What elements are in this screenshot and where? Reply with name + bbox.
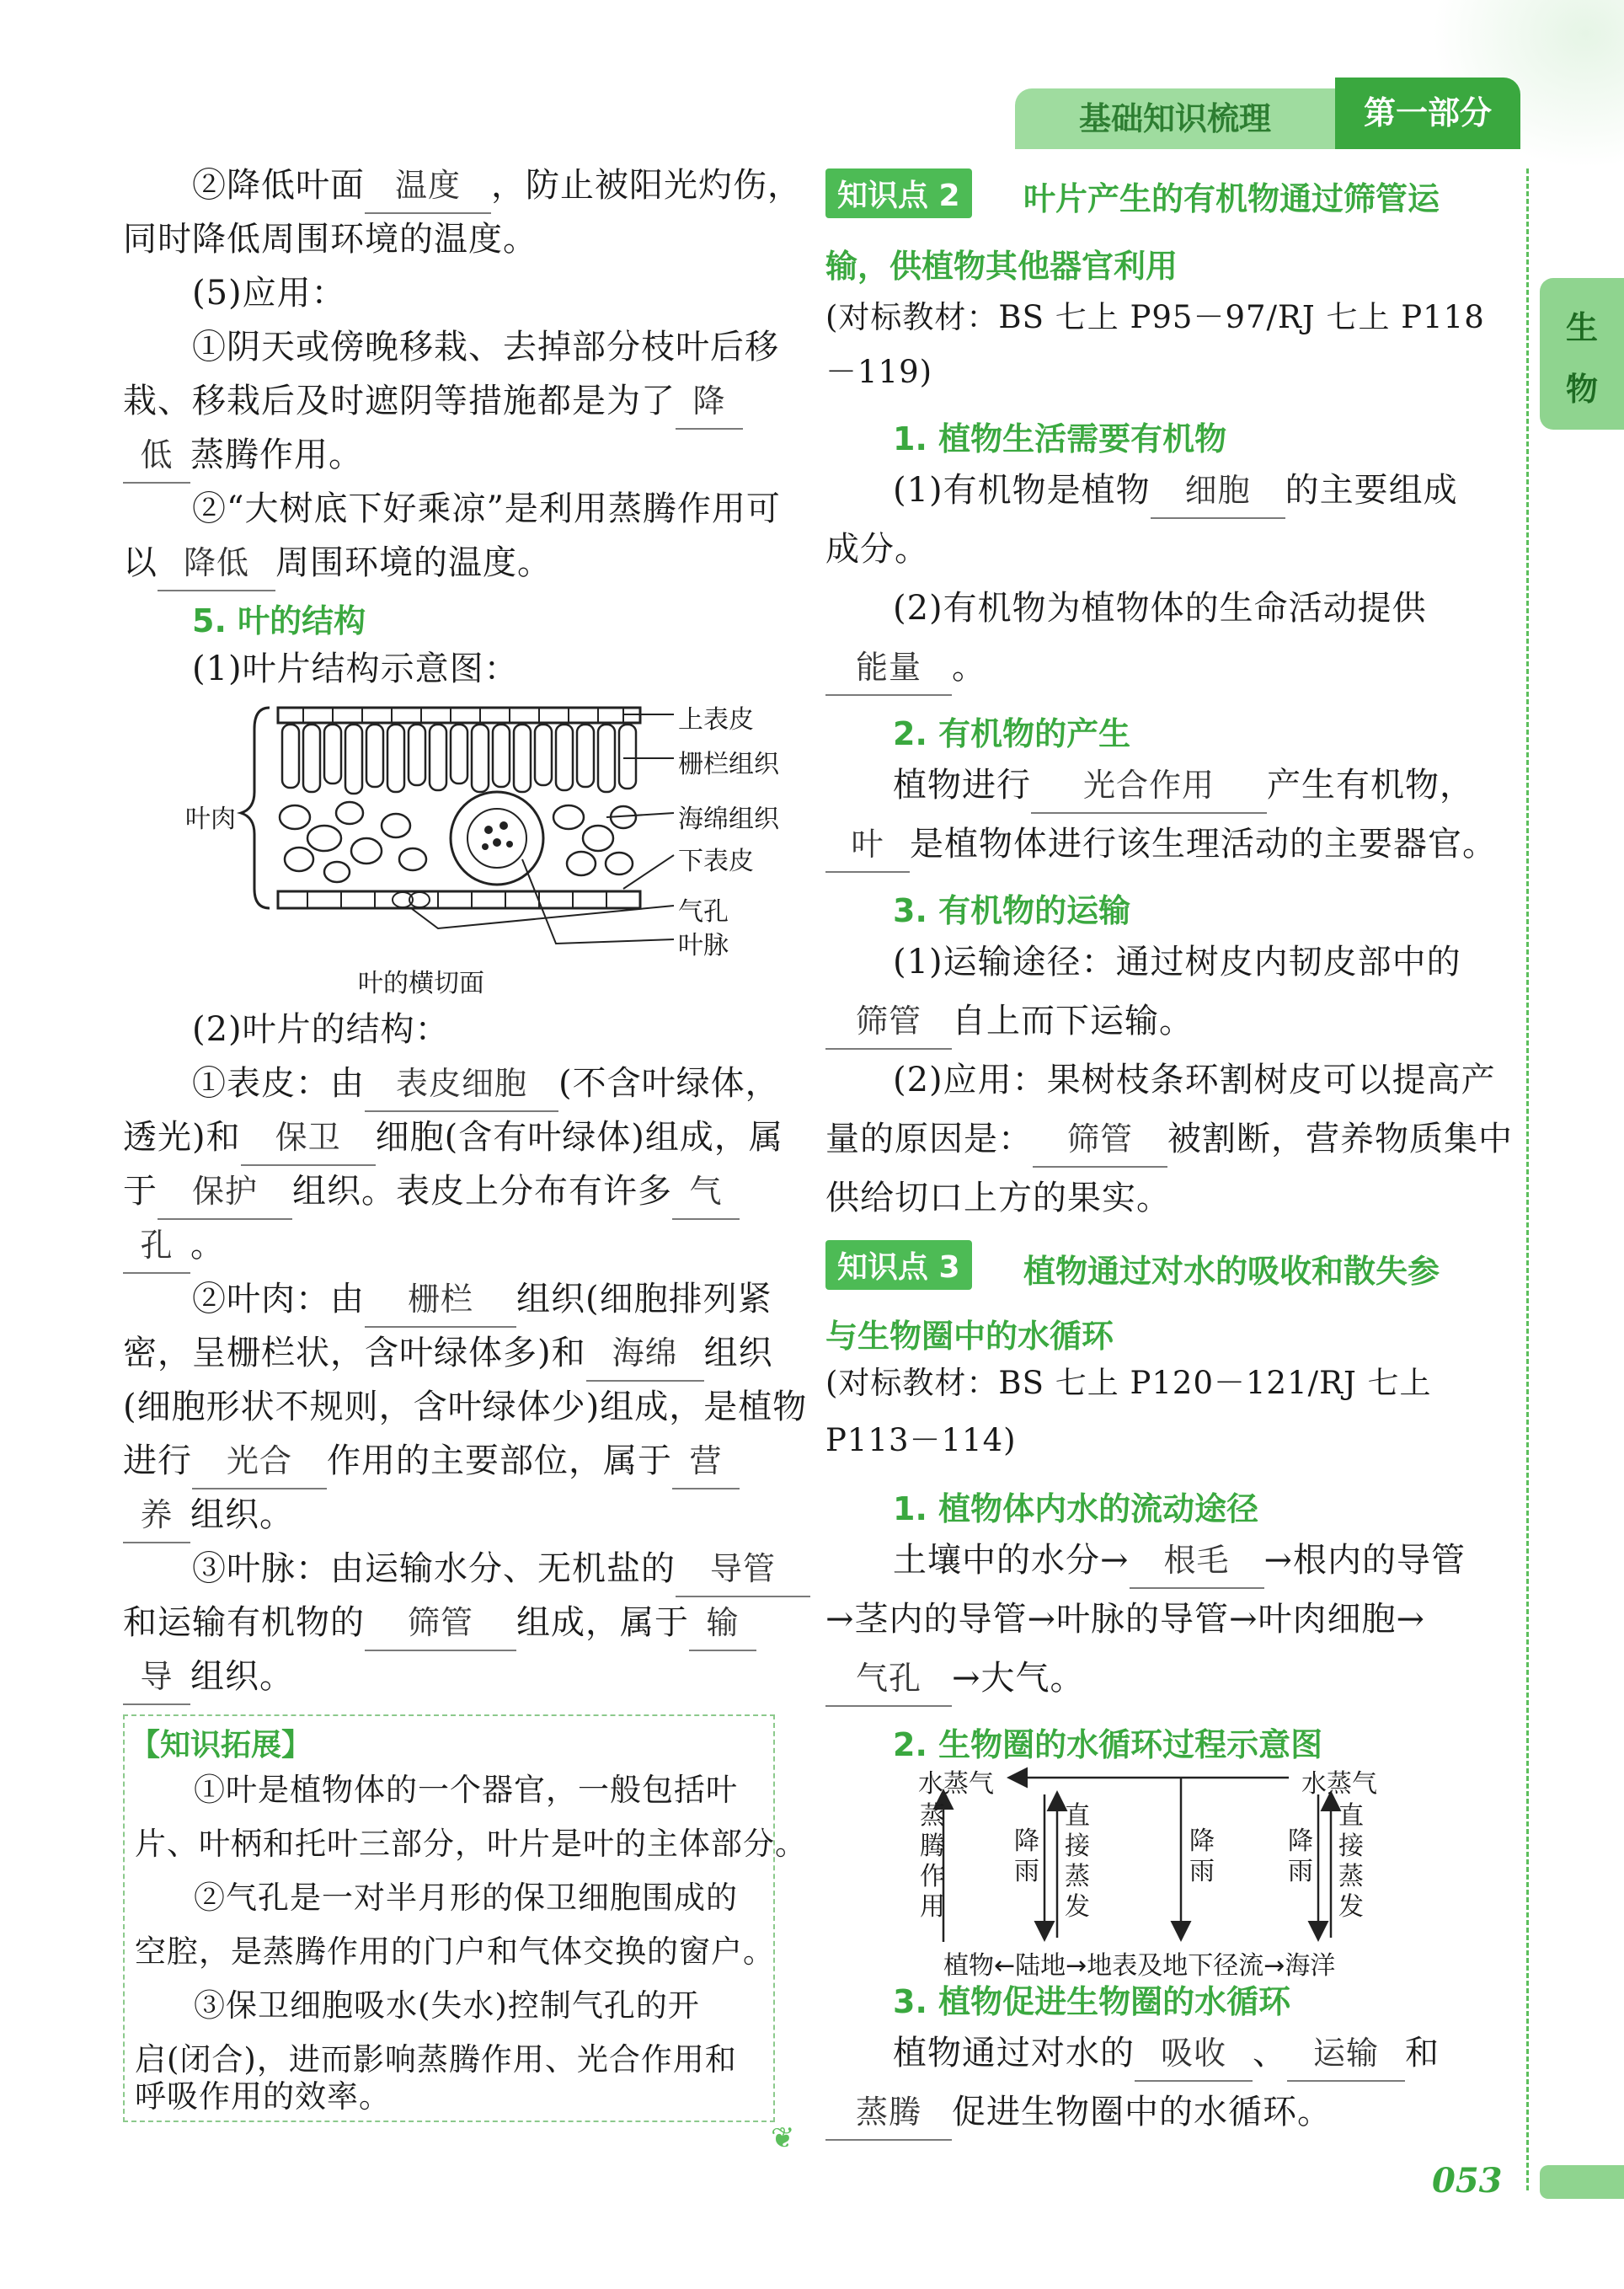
extension-line-4: 空腔，是蒸腾作用的门户和气体交换的窗户。 xyxy=(135,1933,775,1970)
left-line-13: 于 保护 组织。表皮上分布有许多 气 xyxy=(123,1164,740,1220)
answer-blank: 栅栏 xyxy=(365,1272,516,1328)
subsection-heading: 2. 有机物的产生 xyxy=(893,715,1131,752)
answer-blank: 蒸腾 xyxy=(825,2085,952,2141)
label-vapor-left: 水蒸气 xyxy=(918,1769,994,1799)
answer-blank: 叶 xyxy=(825,817,910,873)
answer-blank: 筛管 xyxy=(825,994,952,1050)
subject-side-tab: 生 物 xyxy=(1540,278,1624,430)
right-line-13: 供给切口上方的果实。 xyxy=(825,1179,1171,1217)
left-line-4: ①阴天或傍晚移栽、去掉部分枝叶后移 xyxy=(192,328,779,366)
knowledge-point-3-title-1: 植物通过对水的吸收和散失参 xyxy=(1023,1253,1440,1290)
subsection-heading: 1. 植物生活需要有机物 xyxy=(893,420,1227,457)
right-line-19: 植物通过对水的 吸收 、 运输 和 xyxy=(893,2026,1440,2082)
right-line-5: (2)有机物为植物体的生命活动提供 xyxy=(893,589,1427,628)
extension-line-2: 片、叶柄和托叶三部分，叶片是叶的主体部分。 xyxy=(135,1826,807,1862)
right-line-15: P113－114) xyxy=(825,1422,1017,1458)
answer-blank: 气孔 xyxy=(825,1651,952,1707)
subsection-heading: 3. 有机物的运输 xyxy=(893,892,1131,929)
extension-line-5: ③保卫细胞吸水(失水)控制气孔的开 xyxy=(194,1987,700,2024)
label-spongy: 海绵组织 xyxy=(678,805,779,834)
left-line-5: 栽、移栽后及时遮阴等措施都是为了 降 xyxy=(123,374,743,430)
subsection-heading: 3. 植物促进生物圈的水循环 xyxy=(893,1983,1291,2020)
page-number: 053 xyxy=(1432,2161,1503,2201)
left-line-6: 低 蒸腾作用。 xyxy=(123,428,363,484)
extension-line-7: 呼吸作用的效率。 xyxy=(135,2078,391,2115)
knowledge-point-2-title-1: 叶片产生的有机物通过筛管运 xyxy=(1023,180,1440,217)
left-line-16: 密，呈栅栏状，含叶绿体多)和 海绵 组织 xyxy=(123,1326,773,1382)
subsection-heading: 5. 叶的结构 xyxy=(192,602,366,639)
answer-blank: 保护 xyxy=(158,1164,292,1220)
answer-blank: 输 xyxy=(689,1596,756,1651)
extension-line-1: ①叶是植物体的一个器官，一般包括叶 xyxy=(194,1772,738,1808)
right-line-4: 成分。 xyxy=(825,530,929,569)
right-line-12: 量的原因是： 筛管 被割断，营养物质集中 xyxy=(825,1112,1513,1168)
left-line-17: (细胞形状不规则，含叶绿体少)组成，是植物 xyxy=(123,1388,808,1426)
left-line-10: (2)叶片的结构： xyxy=(192,1010,450,1049)
label-lower-epidermis: 下表皮 xyxy=(678,847,754,876)
label-rain-2: 降雨 xyxy=(1189,1826,1215,1886)
left-line-2: 同时降低周围环境的温度。 xyxy=(123,220,537,259)
leaf-cross-section-figure xyxy=(185,691,779,1003)
right-line-20: 蒸腾 促进生物圈中的水循环。 xyxy=(825,2085,1332,2141)
right-line-8: 叶 是植物体进行该生理活动的主要器官。 xyxy=(825,817,1497,873)
left-line-11: ①表皮：由 表皮细胞 (不含叶绿体， xyxy=(192,1056,780,1112)
knowledge-point-3-tag: 知识点 3 xyxy=(825,1240,972,1290)
answer-blank: 孔 xyxy=(123,1218,190,1274)
answer-blank: 气 xyxy=(672,1164,740,1220)
label-vein: 叶脉 xyxy=(678,931,729,960)
left-line-22: 导 组织。 xyxy=(123,1650,294,1705)
subsection-heading: 2. 生物圈的水循环过程示意图 xyxy=(893,1726,1323,1763)
knowledge-point-2-tag: 知识点 2 xyxy=(825,168,972,218)
right-line-18: 气孔 →大气。 xyxy=(825,1651,1085,1707)
answer-blank: 光合作用 xyxy=(1031,758,1267,814)
answer-blank: 养 xyxy=(123,1488,190,1543)
left-line-20: ③叶脉：由运输水分、无机盐的 导管 xyxy=(192,1542,810,1597)
extension-line-3: ②气孔是一对半月形的保卫细胞围成的 xyxy=(194,1880,738,1916)
knowledge-point-2-title-2: 输，供植物其他器官利用 xyxy=(825,248,1178,285)
right-line-2: －119) xyxy=(825,354,933,390)
answer-blank: 筛管 xyxy=(365,1596,516,1651)
margin-dashed-line xyxy=(1526,168,1529,2190)
answer-blank: 海绵 xyxy=(586,1326,704,1382)
answer-blank: 能量 xyxy=(825,640,952,696)
header-section-tab: 基础知识梳理 xyxy=(1015,88,1335,149)
water-cycle-diagram xyxy=(918,1761,1407,1980)
answer-blank: 光合 xyxy=(192,1434,327,1489)
label-vapor-right: 水蒸气 xyxy=(1301,1769,1377,1799)
right-line-7: 植物进行 光合作用 产生有机物， xyxy=(893,758,1474,814)
knowledge-point-3-title-2: 与生物圈中的水循环 xyxy=(825,1318,1114,1355)
extension-title: 【知识拓展】 xyxy=(130,1728,313,1762)
answer-blank: 温度 xyxy=(365,158,491,214)
answer-blank: 低 xyxy=(123,428,190,484)
answer-blank: 表皮细胞 xyxy=(365,1056,558,1112)
left-line-3: (5)应用： xyxy=(192,274,346,313)
right-line-17: →茎内的导管→叶脉的导管→叶肉细胞→ xyxy=(825,1600,1426,1639)
right-line-16: 土壤中的水分→ 根毛 →根内的导管 xyxy=(893,1533,1466,1589)
label-mesophyll: 叶肉 xyxy=(185,805,236,834)
answer-blank: 导管 xyxy=(676,1542,810,1597)
left-line-18: 进行 光合 作用的主要部位，属于 营 xyxy=(123,1434,740,1489)
right-line-6: 能量 。 xyxy=(825,640,986,696)
footer-green-bar xyxy=(1540,2165,1624,2199)
right-line-3: (1)有机物是植物 细胞 的主要组成 xyxy=(893,463,1458,519)
label-palisade: 栅栏组织 xyxy=(678,750,779,779)
answer-blank: 运输 xyxy=(1287,2026,1405,2082)
left-line-14: 孔 。 xyxy=(123,1218,225,1274)
label-evaporation-2: 直接蒸发 xyxy=(1338,1801,1364,1922)
answer-blank: 保卫 xyxy=(241,1110,376,1166)
right-line-11: (2)应用：果树枝条环割树皮可以提高产 xyxy=(893,1061,1496,1099)
subsection-heading: 1. 植物体内水的流动途径 xyxy=(893,1490,1259,1527)
right-line-10: 筛管 自上而下运输。 xyxy=(825,994,1194,1050)
left-line-8: 以 降低 周围环境的温度。 xyxy=(123,536,552,591)
answer-blank: 细胞 xyxy=(1151,463,1285,519)
answer-blank: 降 xyxy=(676,374,743,430)
answer-blank: 筛管 xyxy=(1033,1112,1167,1168)
left-line-15: ②叶肉：由 栅栏 组织(细胞排列紧 xyxy=(192,1272,772,1328)
label-rain-3: 降雨 xyxy=(1288,1826,1313,1886)
answer-blank: 降低 xyxy=(158,536,275,591)
left-line-19: 养 组织。 xyxy=(123,1488,294,1543)
left-line-7: ②“大树底下好乘凉”是利用蒸腾作用可 xyxy=(192,489,781,528)
answer-blank: 营 xyxy=(672,1434,740,1489)
left-line-1: ②降低叶面 温度 ，防止被阳光灼伤， xyxy=(192,158,802,214)
answer-blank: 根毛 xyxy=(1130,1533,1264,1589)
figure-caption: 叶的横切面 xyxy=(358,969,484,998)
label-transpiration: 蒸腾作用 xyxy=(920,1801,945,1922)
label-rain-1: 降雨 xyxy=(1014,1826,1039,1886)
label-evaporation-1: 直接蒸发 xyxy=(1065,1801,1090,1922)
answer-blank: 导 xyxy=(123,1650,190,1705)
label-stoma: 气孔 xyxy=(678,897,729,927)
right-line-14: (对标教材：BS 七上 P120－121/RJ 七上 xyxy=(825,1365,1432,1401)
header-part-tab: 第一部分 xyxy=(1335,78,1520,149)
left-line-21: 和运输有机物的 筛管 组成，属于 输 xyxy=(123,1596,756,1651)
label-cycle-bottom: 植物←陆地→地表及地下径流→海洋 xyxy=(943,1951,1336,1981)
label-upper-epidermis: 上表皮 xyxy=(678,705,754,735)
left-line-9: (1)叶片结构示意图： xyxy=(192,650,519,688)
extension-line-6: 启(闭合)，进而影响蒸腾作用、光合作用和 xyxy=(135,2041,737,2078)
answer-blank: 吸收 xyxy=(1135,2026,1253,2082)
knowledge-extension-box xyxy=(123,1714,807,2122)
leaf-ornament-icon: ❦ xyxy=(771,2121,795,2155)
right-line-9: (1)运输途径：通过树皮内韧皮部中的 xyxy=(893,943,1461,981)
right-line-1: (对标教材：BS 七上 P95－97/RJ 七上 P118 xyxy=(825,299,1485,335)
left-line-12: 透光)和 保卫 细胞(含有叶绿体)组成，属 xyxy=(123,1110,783,1166)
